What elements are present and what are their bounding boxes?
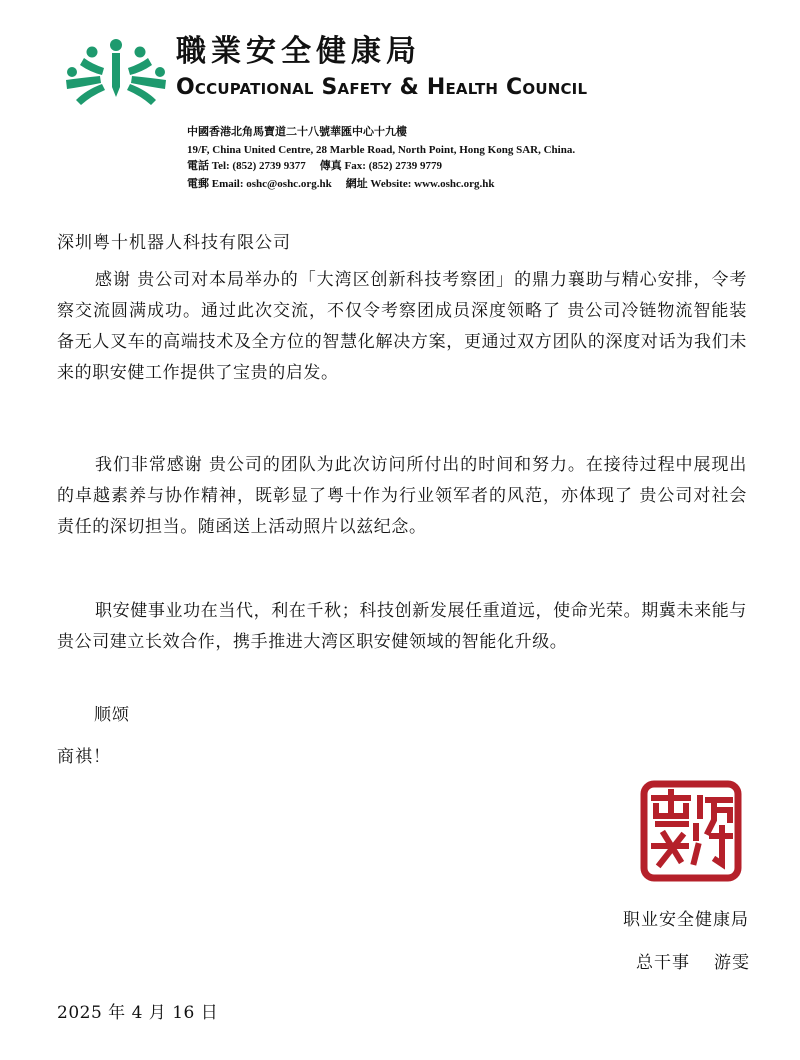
website-text: 網址 Website: www.oshc.org.hk bbox=[345, 178, 495, 190]
contact-email-web bbox=[187, 177, 495, 191]
closing-salutation-1: 顺颂 bbox=[94, 705, 130, 725]
signature-name: 游雯 bbox=[714, 953, 750, 973]
closing-salutation-2: 商祺！ bbox=[57, 747, 111, 767]
signature-title-name bbox=[636, 948, 750, 973]
signature-title: 总干事 bbox=[636, 953, 690, 973]
paragraph-3: 职安健事业功在当代，利在千秋；科技创新发展任重道远，使命光荣。期冀未来能与 贵公司建立长效合作，携手推进大湾区职安健领域的智能化升级。 bbox=[57, 601, 747, 652]
letter-date: 2025 年 4 月 16 日 bbox=[57, 1003, 219, 1023]
org-name-english: Occupational Safety & Health Council bbox=[176, 75, 588, 100]
email-text: 電郵 Email: oshc@oshc.org.hk bbox=[187, 178, 332, 190]
paragraph-1: 感谢 贵公司对本局举办的「大湾区创新科技考察团」的鼎力襄助与精心安排，令考察交流圆满成功。通过此次交流，不仅令考察团成员深度领略了 贵公司冷链物流智能装备无人叉车的高端技术及全方位的智慧化解决方案，更通过双方团队的深度对话为我们未来的职安健工作提供了宝贵的启发。 bbox=[57, 270, 747, 383]
address-english: 19/F, China United Centre, 28 Marble Road, North Point, Hong Kong SAR, China. bbox=[187, 144, 576, 156]
tel-text: 電話 Tel: (852) 2739 9377 bbox=[187, 160, 306, 172]
fax-text: 傳真 Fax: (852) 2739 9779 bbox=[319, 160, 442, 172]
oshc-logo-icon bbox=[62, 36, 170, 106]
signature-organization: 职业安全健康局 bbox=[623, 910, 749, 930]
address-chinese: 中國香港北角馬寶道二十八號華匯中心十九樓 bbox=[187, 126, 407, 138]
red-seal-icon bbox=[640, 780, 742, 882]
contact-phone-fax bbox=[187, 159, 442, 173]
org-name-chinese: 職業安全健康局 bbox=[176, 34, 421, 69]
recipient: 深圳粤十机器人科技有限公司 bbox=[57, 233, 291, 253]
paragraph-2: 我们非常感谢 贵公司的团队为此次访问所付出的时间和努力。在接待过程中展现出的卓越素养与协作精神，既彰显了粤十作为行业领军者的风范，亦体现了 贵公司对社会责任的深切担当。随函送上活动照片以兹纪念。 bbox=[57, 455, 747, 537]
